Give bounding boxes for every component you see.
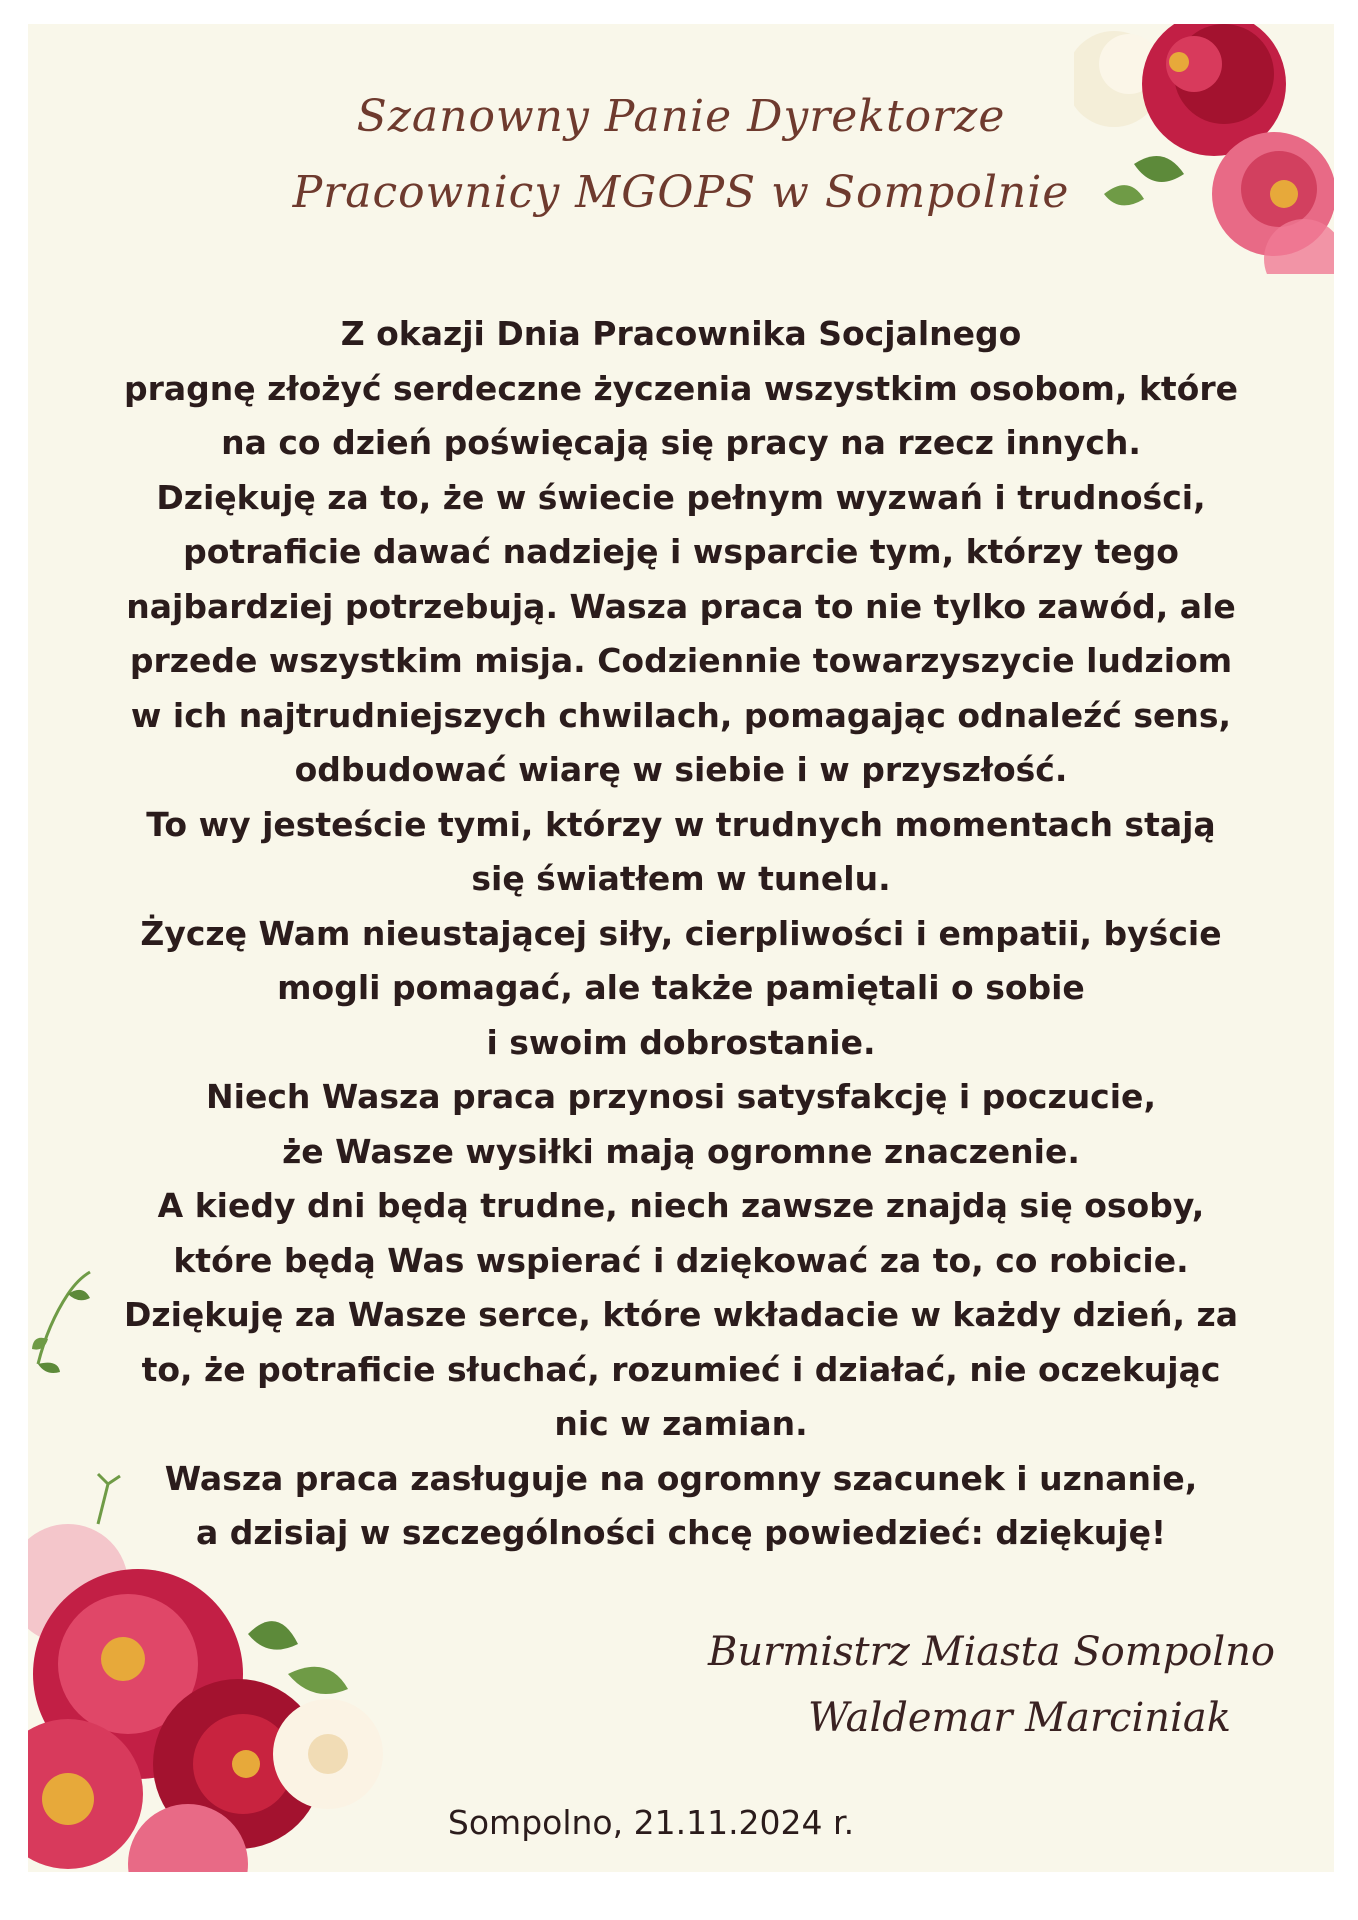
signature-name: Waldemar Marciniak xyxy=(808,1695,1231,1741)
body-line: i swoim dobrostanie. xyxy=(486,1022,876,1062)
body-line: które będą Was wspierać i dziękować za to, co robicie. xyxy=(173,1240,1189,1280)
handwritten-signature xyxy=(708,1619,1308,1751)
body-line: To wy jesteście tymi, którzy w trudnych momentach stają xyxy=(146,804,1216,844)
body-line: Z okazji Dnia Pracownika Socjalnego xyxy=(340,314,1022,353)
body-line: Niech Wasza praca przynosi satysfakcję i poczucie, xyxy=(206,1077,1156,1116)
body-line: pragnę złożyć serdeczne życzenia wszystkim osobom, które xyxy=(123,368,1239,408)
body-line: w ich najtrudniejszych chwilach, pomagając odnaleźć sens, xyxy=(130,695,1232,735)
body-line: się światłem w tunelu. xyxy=(471,859,891,898)
body-line: przede wszystkim misja. Codziennie towarzyszycie ludziom xyxy=(129,641,1233,680)
body-line: Dziękuję za to, że w świecie pełnym wyzwań i trudności, xyxy=(156,477,1206,517)
letter-body xyxy=(68,307,1294,1561)
greeting-heading xyxy=(28,79,1334,231)
place-and-date: Sompolno, 21.11.2024 r. xyxy=(447,1803,855,1842)
body-line: mogli pomagać, ale także pamiętali o sobie xyxy=(277,968,1085,1007)
body-line: potraficie dawać nadzieję i wsparcie tym, którzy tego xyxy=(183,532,1179,571)
signature-title: Burmistrz Miasta Sompolno xyxy=(708,1629,1276,1675)
body-line: Życzę Wam nieustającej siły, cierpliwości i empatii, byście xyxy=(140,913,1222,953)
body-line: najbardziej potrzebują. Wasza praca to nie tylko zawód, ale xyxy=(126,586,1236,626)
body-line: że Wasze wysiłki mają ogromne znaczenie. xyxy=(282,1131,1080,1171)
heading-line: Szanowny Panie Dyrektorze xyxy=(356,91,1006,142)
body-line: Dziękuję za Wasze serce, które wkładacie w każdy dzień, za xyxy=(123,1295,1238,1334)
body-line: a dzisiaj w szczególności chcę powiedzieć: dziękuję! xyxy=(195,1513,1167,1552)
body-line: odbudować wiarę w siebie i w przyszłość. xyxy=(294,750,1068,789)
greeting-card xyxy=(28,24,1334,1872)
body-line: Wasza praca zasługuje na ogromny szacunek i uznanie, xyxy=(164,1458,1198,1498)
body-line: nic w zamian. xyxy=(554,1404,808,1443)
body-line: A kiedy dni będą trudne, niech zawsze znajdą się osoby, xyxy=(157,1186,1205,1225)
body-line: na co dzień poświęcają się pracy na rzecz innych. xyxy=(221,423,1141,462)
heading-line: Pracownicy MGOPS w Sompolnie xyxy=(292,167,1070,218)
body-line: to, że potraficie słuchać, rozumieć i działać, nie oczekując xyxy=(141,1349,1221,1389)
